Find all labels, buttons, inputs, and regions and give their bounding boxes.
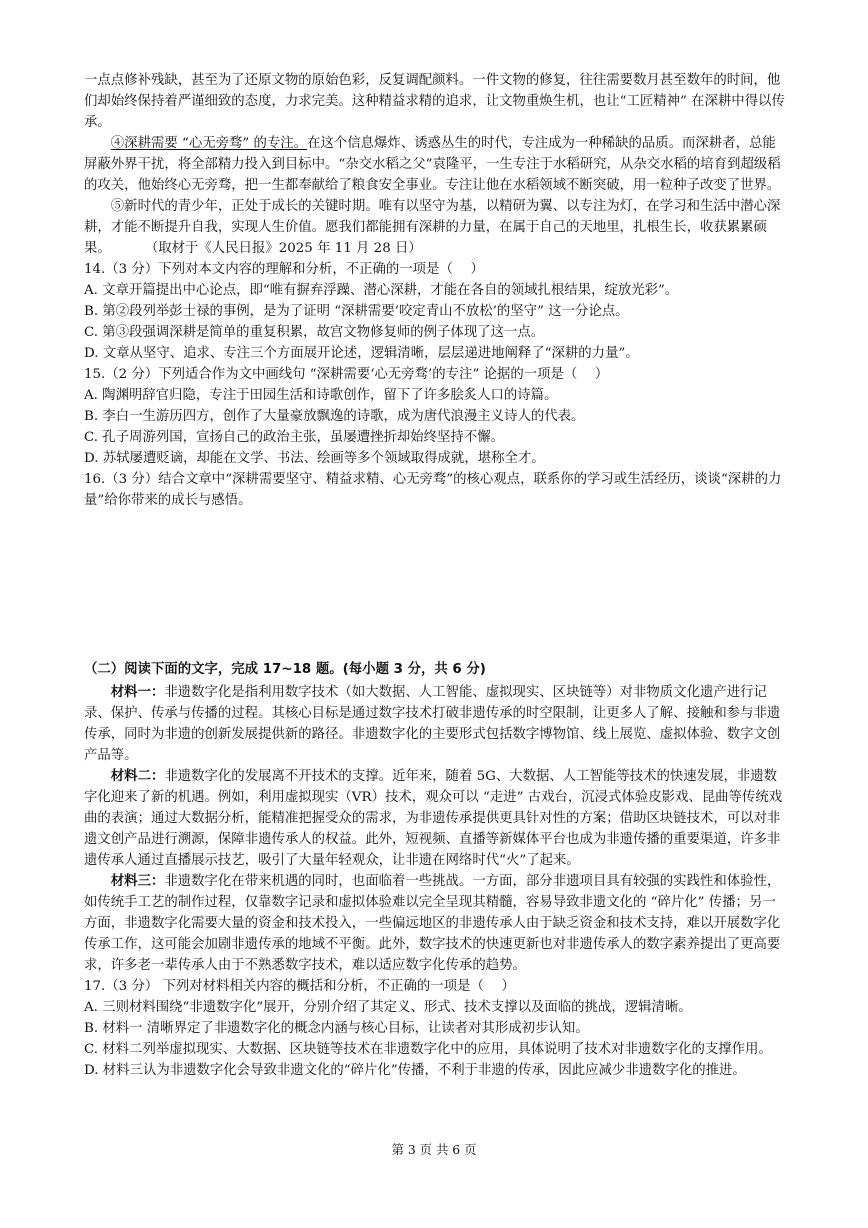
material-3-text: 非遗数字化在带来机遇的同时，也面临着一些挑战。一方面，部分非遗项目具有较强的实践性和体验性，如传统手工艺的制作过程，仅靠数字记录和虚拟体验难以完全呈现其精髓，容易导致非遗文化的 “碎片化” 传播；另一方面，非遗数字化需要大量的资金和技术投入，一些偏远地区的非遗传承人由于缺乏资金和技术支持，难以开展数字化传承工作，这可能会加剧非遗传承的地域不平衡。此外，数字技术的快速更新也对非遗传承人的数字素养提出了更高要求，许多老一辈传承人由于不熟悉数字技术，难以适应数字化传承的趋势。: [84, 874, 781, 973]
question-15-option-a: A. 陶渊明辞官归隐，专注于田园生活和诗歌创作，留下了许多脍炙人口的诗篇。: [84, 388, 558, 403]
material-3: [84, 871, 789, 976]
answer-space: [84, 511, 789, 658]
material-1-text: 非遗数字化是指利用数字技术（如大数据、人工智能、虚拟现实、区块链等）对非物质文化遗产进行记录、保护、传承与传播的过程。其核心目标是通过数字技术打破非遗传承的时空限制，让更多人了解、接触和参与非遗传承，同时为非遗的创新发展提供新的路径。非遗数字化的主要形式包括数字博物馆、线上展览、虚拟体验、数字文创产品等。: [84, 685, 781, 763]
question-14-option-c: C. 第③段强调深耕是简单的重复积累，故宫文物修复师的例子体现了这一点。: [84, 325, 545, 340]
question-16-stem: 16.（3 分）结合文章中“深耕需要坚守、精益求精、心无旁骛”的核心观点，联系你的学习或生活经历，谈谈“深耕的力量”给你带来的成长与感悟。: [84, 472, 782, 508]
underlined-argument-sentence: ④深耕需要 “心无旁骛” 的专注。: [110, 136, 308, 151]
material-1: [84, 682, 789, 766]
question-17-option-a: A. 三则材料围绕“非遗数字化”展开，分别介绍了其定义、形式、技术支撑以及面临的挑战，逻辑清晰。: [84, 1000, 692, 1015]
question-15-stem: 15.（2 分）下列适合作为文中画线句 “深耕需要‘心无旁骛’的专注” 论据的一项是（ ）: [84, 367, 609, 382]
material-2-label: 材料二：: [110, 769, 165, 784]
material-2-text: 非遗数字化的发展离不开技术的支撑。近年来，随着 5G、大数据、人工智能等技术的快速发展，非遗数字化迎来了新的机遇。例如，利用虚拟现实（VR）技术，观众可以 “走进” 古戏台，沉浸式体验皮影戏、昆曲等传统戏曲的表演；通过大数据分析，能精准把握受众的需求，为非遗传承提供更具针对性的方案；借助区块链技术，可以对非遗文创产品进行溯源，保障非遗传承人的权益。此外，短视频、直播等新媒体平台也成为非遗传播的重要渠道，许多非遗传承人通过直播展示技艺，吸引了大量年轻观众，让非遗在网络时代“火”了起来。: [84, 769, 783, 868]
question-14-option-d: D. 文章从坚守、追求、专注三个方面展开论述，逻辑清晰，层层递进地阐释了“深耕的力量”。: [84, 346, 639, 361]
material-3-label: 材料三：: [110, 874, 165, 889]
passage-paragraph-4: [84, 133, 789, 196]
question-15-option-d: D. 苏轼屡遭贬谪，却能在文学、书法、绘画等多个领域取得成就，堪称全才。: [84, 451, 545, 466]
section-2-heading: （二）阅读下面的文字，完成 17~18 题。(每小题 3 分，共 6 分): [84, 662, 486, 677]
question-17-option-d: D. 材料三认为非遗数字化会导致非遗文化的“碎片化”传播，不利于非遗的传承，因此应减少非遗数字化的推进。: [84, 1063, 746, 1078]
question-15-option-c: C. 孔子周游列国，宣扬自己的政治主张，虽屡遭挫折却始终坚持不懈。: [84, 430, 504, 445]
exam-page: [84, 70, 789, 1081]
paragraph-5-text: ⑤新时代的青少年，正处于成长的关键时期。唯有以坚守为基，以精研为翼、以专注为灯，在学习和生活中潜心深耕，才能不断提升自我，实现人生价值。愿我们都能拥有深耕的力量，在属于自己的天地里，扎根生长，收获累累硕果。: [84, 199, 781, 256]
question-14-stem: 14.（3 分）下列对本文内容的理解和分析，不正确的一项是（ ）: [84, 262, 484, 277]
paragraph-4-body: 在这个信息爆炸、诱惑丛生的时代，专注成为一种稀缺的品质。而深耕者，总能屏蔽外界干扰，将全部精力投入到目标中。“杂交水稻之父”袁隆平，一生专注于水稻研究，从杂交水稻的培育到超级稻的攻关，他始终心无旁骛，把一生都奉献给了粮食安全事业。专注让他在水稻领域不断突破，用一粒种子改变了世界。: [84, 136, 781, 193]
material-1-label: 材料一：: [110, 685, 165, 700]
question-14-option-b: B. 第②段列举彭士禄的事例，是为了证明 “深耕需要‘咬定青山不放松’的坚守” 这一分论点。: [84, 304, 629, 319]
passage-source: （取材于《人民日报》2025 年 11 月 28 日）: [144, 241, 422, 256]
passage-paragraph-continued: 一点点修补残缺，甚至为了还原文物的原始色彩，反复调配颜料。一件文物的修复，往往需要数月甚至数年的时间，他们却始终保持着严谨细致的态度，力求完美。这种精益求精的追求，让文物重焕生机，也让“工匠精神” 在深耕中得以传承。: [84, 73, 785, 130]
material-2: [84, 766, 789, 871]
page-footer: 第 3 页 共 6 页: [391, 1142, 477, 1157]
question-15-option-b: B. 李白一生游历四方，创作了大量豪放飘逸的诗歌，成为唐代浪漫主义诗人的代表。: [84, 409, 585, 424]
question-17-option-b: B. 材料一 清晰界定了非遗数字化的概念内涵与核心目标，让读者对其形成初步认知。: [84, 1021, 589, 1036]
question-17-stem: 17.（3 分） 下列对材料相关内容的概括和分析，不正确的一项是（ ）: [84, 979, 515, 994]
question-14-option-a: A. 文章开篇提出中心论点，即“唯有摒弃浮躁、潜心深耕，才能在各自的领域扎根结果，绽放光彩”。: [84, 283, 679, 298]
passage-paragraph-5: [84, 196, 789, 259]
question-17-option-c: C. 材料二列举虚拟现实、大数据、区块链等技术在非遗数字化中的应用，具体说明了技术对非遗数字化的支撑作用。: [84, 1042, 772, 1057]
